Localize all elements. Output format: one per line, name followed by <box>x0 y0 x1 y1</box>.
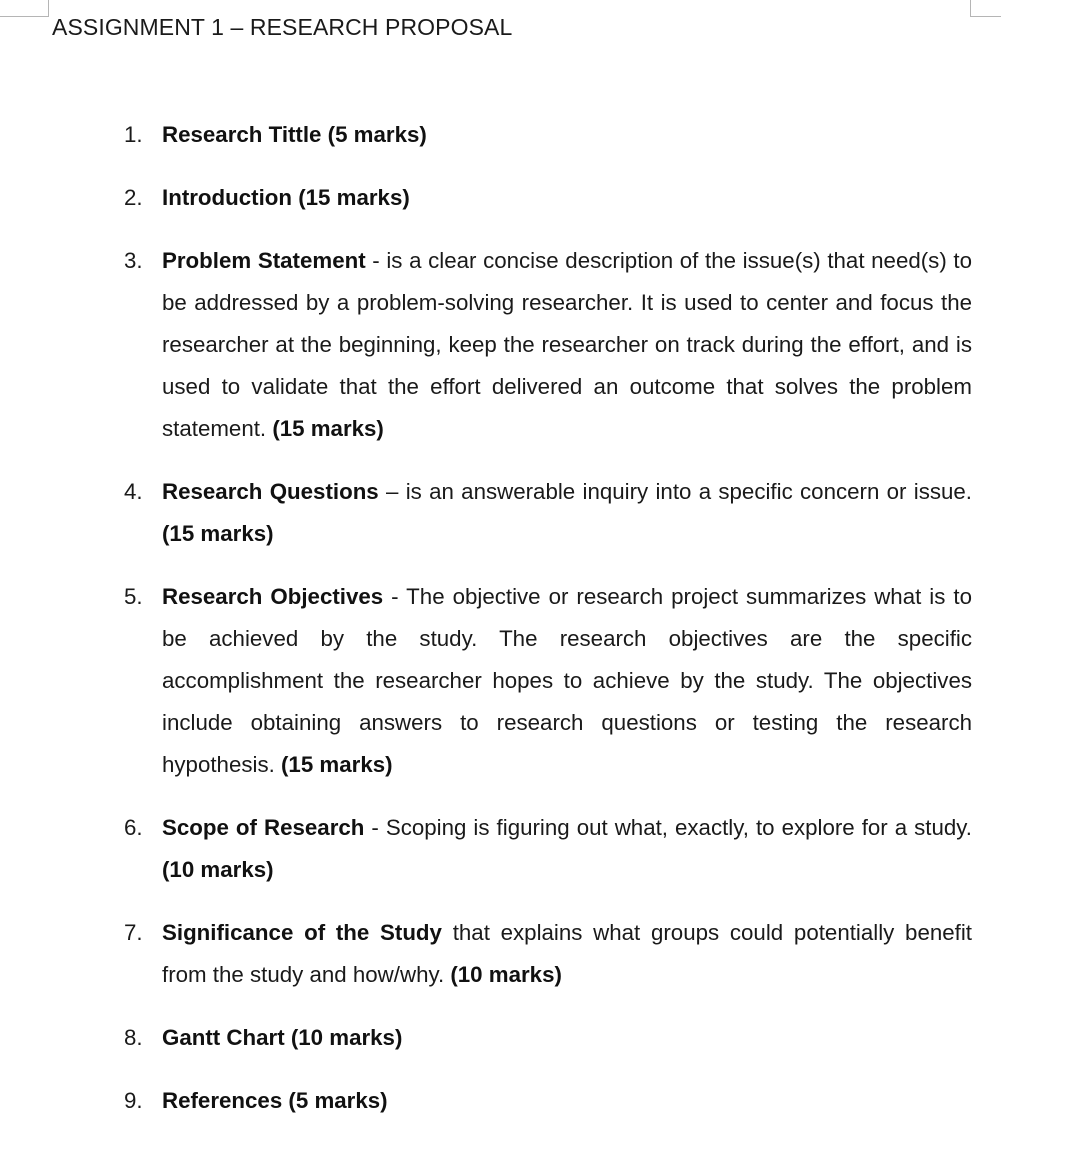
item-number: 7. <box>124 920 143 945</box>
item-description: that explains what groups could potentially benefit from the study and how/why. <box>162 920 972 987</box>
item-marks: (15 marks) <box>281 752 393 777</box>
list-item <box>124 1080 972 1122</box>
item-term: References (5 marks) <box>162 1088 388 1113</box>
item-description: – is an answerable inquiry into a specific concern or issue. <box>378 479 972 504</box>
proposal-section-list <box>124 114 972 1143</box>
list-item <box>124 177 972 219</box>
item-description: - The objective or research project summarizes what is to be achieved by the study. The research objectives are the specific accomplishment the researcher hopes to achieve by the study. The objectives include obtaining answers to research questions or testing the research hypothesis. <box>162 584 972 777</box>
item-term: Gantt Chart (10 marks) <box>162 1025 403 1050</box>
item-term: Scope of Research <box>162 815 365 840</box>
list-item <box>124 114 972 156</box>
list-item <box>124 807 972 891</box>
list-item <box>124 240 972 450</box>
list-item <box>124 576 972 786</box>
item-number: 4. <box>124 479 143 504</box>
list-item <box>124 1017 972 1059</box>
item-number: 3. <box>124 248 143 273</box>
item-description: - Scoping is figuring out what, exactly, to explore for a study. <box>364 815 972 840</box>
item-number: 1. <box>124 122 143 147</box>
item-number: 6. <box>124 815 143 840</box>
item-marks: (10 marks) <box>162 857 274 882</box>
item-term: Research Tittle (5 marks) <box>162 122 427 147</box>
page-corner-mark-left <box>0 0 49 17</box>
item-term: Research Objectives <box>162 584 384 609</box>
list-item <box>124 471 972 555</box>
item-term: Research Questions <box>162 479 379 504</box>
item-number: 2. <box>124 185 143 210</box>
item-description: - is a clear concise description of the issue(s) that need(s) to be addressed by a problem-solving researcher. It is used to center and focus the researcher at the beginning, keep the researcher on track during the effort, and is used to validate that the effort delivered an outcome that solves the problem statement. <box>162 248 972 441</box>
item-term: Problem Statement <box>162 248 366 273</box>
list-item <box>124 912 972 996</box>
item-term: Introduction (15 marks) <box>162 185 410 210</box>
item-term: Significance of the Study <box>162 920 442 945</box>
document-heading: ASSIGNMENT 1 – RESEARCH PROPOSAL <box>52 14 513 40</box>
item-marks: (10 marks) <box>450 962 562 987</box>
item-marks: (15 marks) <box>162 521 274 546</box>
item-number: 8. <box>124 1025 143 1050</box>
item-number: 5. <box>124 584 143 609</box>
item-marks: (15 marks) <box>272 416 384 441</box>
page-corner-mark-right <box>970 0 1001 17</box>
item-number: 9. <box>124 1088 143 1113</box>
